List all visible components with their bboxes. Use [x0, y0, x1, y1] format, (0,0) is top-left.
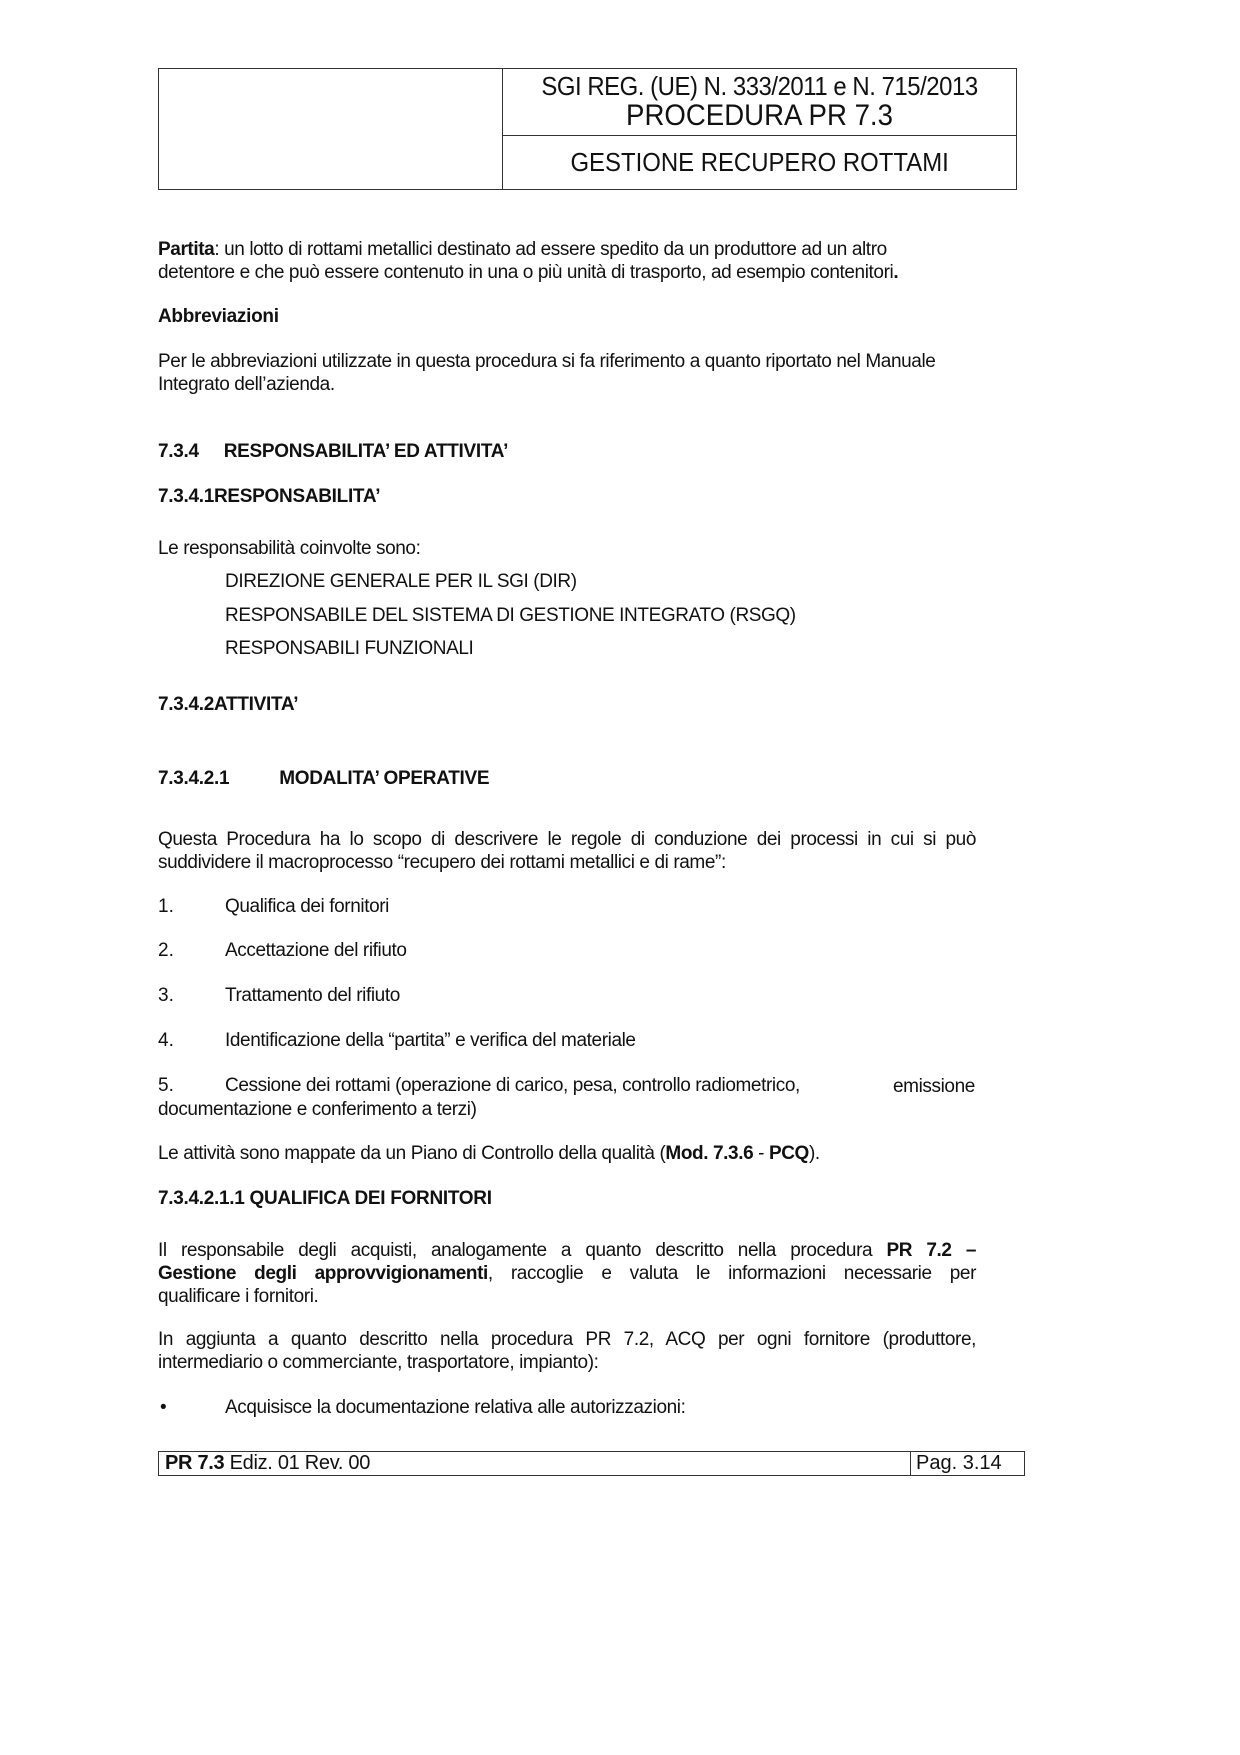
step-number: 2. — [158, 940, 174, 961]
section-heading-7-3-4-2: 7.3.4.2ATTIVITA’ — [158, 694, 299, 715]
section-heading-7-3-4 — [158, 440, 508, 463]
modalita-intro-1: Questa Procedura ha lo scopo di descrivere le regole di conduzione dei processi in cui si può — [158, 829, 976, 850]
document-title: GESTIONE RECUPERO ROTTAMI — [570, 147, 949, 177]
section-heading-7-3-4-1: 7.3.4.1RESPONSABILITA’ — [158, 486, 381, 507]
pcq-reference: PCQ — [768, 1143, 809, 1164]
step-text: Trattamento del rifiuto — [225, 985, 400, 1006]
header-top-cell — [503, 69, 1016, 136]
section-number: 7.3.4 — [158, 441, 199, 462]
footer-page-cell — [910, 1452, 1024, 1475]
step-number: 4. — [158, 1030, 174, 1051]
para-text: Il responsabile degli acquisti, analogamente a quanto descritto nella procedura — [158, 1240, 887, 1261]
supplier-para-2-line-1: In aggiunta a quanto descritto nella procedura PR 7.2, ACQ per ogni fornitore (produttore, — [158, 1329, 976, 1350]
header-info-cell — [503, 69, 1016, 189]
quality-plan-reference — [158, 1142, 820, 1165]
footer-doc-code: PR 7.3 — [165, 1452, 225, 1474]
footer-edition: Ediz. 01 Rev. 00 — [224, 1452, 371, 1474]
step-text-continued: documentazione e conferimento a terzi) — [158, 1099, 477, 1120]
definition-text-2: detentore e che può essere contenuto in una o più unità di trasporto, ad esempio contenitori — [158, 262, 894, 283]
procedure-title-reference: Gestione degli approvvigionamenti — [158, 1263, 488, 1284]
mapping-text: Le attività sono mappate da un Piano di Controllo della qualità ( — [158, 1143, 666, 1164]
abbreviations-text-2: Integrato dell’azienda. — [158, 374, 335, 395]
section-number: 7.3.4.2.1 — [158, 768, 230, 789]
procedure-code: PROCEDURA PR 7.3 — [626, 99, 893, 132]
definition-text-1: : un lotto di rottami metallici destinato ad essere spedito da un produttore ad un altro — [214, 239, 887, 260]
supplier-para-2-line-2: intermediario o commerciante, trasportatore, impianto): — [158, 1352, 599, 1373]
abbreviations-heading: Abbreviazioni — [158, 306, 279, 327]
regulation-reference: SGI REG. (UE) N. 333/2011 e N. 715/2013 — [541, 71, 978, 101]
section-title: RESPONSABILITA’ ED ATTIVITA’ — [223, 441, 509, 462]
step-text: Qualifica dei fornitori — [225, 896, 389, 917]
section-heading-7-3-4-2-1-1: 7.3.4.2.1.1 QUALIFICA DEI FORNITORI — [158, 1188, 492, 1209]
section-title: MODALITA’ OPERATIVE — [279, 768, 490, 789]
module-reference: Mod. 7.3.6 — [665, 1143, 754, 1164]
step-number: 5. — [158, 1075, 174, 1096]
mapping-separator: - — [753, 1143, 769, 1164]
definition-line-1 — [158, 238, 887, 261]
document-footer-table — [158, 1451, 1025, 1476]
mapping-end: ). — [808, 1143, 820, 1164]
role-item: DIREZIONE GENERALE PER IL SGI (DIR) — [225, 571, 577, 592]
procedure-reference: PR 7.2 – — [886, 1240, 976, 1261]
bullet-icon: • — [160, 1397, 167, 1418]
page-number: Pag. 3.14 — [916, 1452, 1002, 1474]
header-title-cell — [503, 136, 1016, 189]
step-number: 1. — [158, 896, 174, 917]
step-text: Cessione dei rottami (operazione di carico, pesa, controllo radiometrico, — [225, 1075, 800, 1096]
footer-revision-cell — [159, 1452, 910, 1475]
definition-term: Partita — [158, 239, 215, 260]
supplier-para-1-line-3: qualificare i fornitori. — [158, 1286, 319, 1307]
role-item: RESPONSABILI FUNZIONALI — [225, 638, 474, 659]
responsibilities-intro: Le responsabilità coinvolte sono: — [158, 538, 421, 559]
step-text-end: emissione — [893, 1076, 975, 1097]
section-heading-7-3-4-2-1 — [158, 767, 489, 790]
bullet-item: Acquisisce la documentazione relativa alle autorizzazioni: — [225, 1397, 686, 1418]
supplier-para-1-line-2 — [158, 1262, 976, 1285]
document-header-table — [158, 68, 1017, 190]
role-item: RESPONSABILE DEL SISTEMA DI GESTIONE INTEGRATO (RSGQ) — [225, 605, 796, 626]
supplier-para-1-line-1 — [158, 1239, 976, 1262]
step-text: Identificazione della “partita” e verifica del materiale — [225, 1030, 636, 1051]
modalita-intro-2: suddividere il macroprocesso “recupero dei rottami metallici e di rame”: — [158, 852, 726, 873]
abbreviations-text-1: Per le abbreviazioni utilizzate in questa procedura si fa riferimento a quanto riportato nel Manuale — [158, 351, 936, 372]
logo-cell — [159, 69, 503, 189]
definition-end-mark: . — [893, 262, 899, 283]
definition-line-2 — [158, 261, 898, 284]
para-text: , raccoglie e valuta le informazioni necessarie per — [487, 1263, 976, 1284]
step-number: 3. — [158, 985, 174, 1006]
step-text: Accettazione del rifiuto — [225, 940, 407, 961]
